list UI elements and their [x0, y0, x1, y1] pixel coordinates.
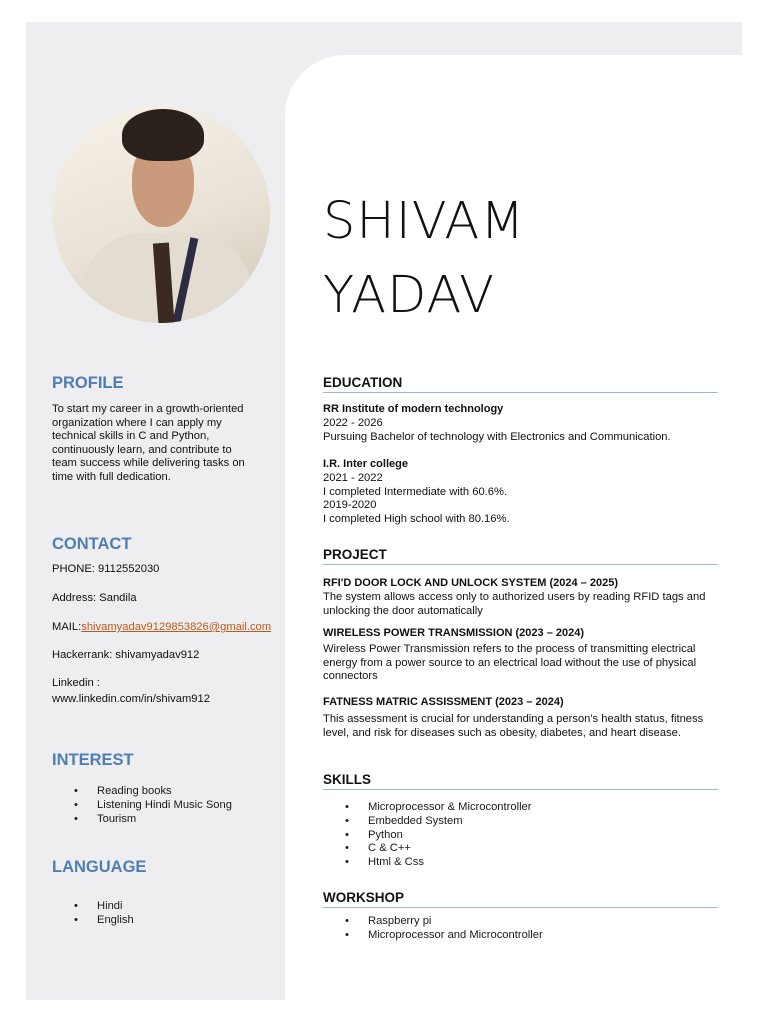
- list-item: • Embedded System: [345, 815, 532, 829]
- contact-phone: PHONE: 9112552030: [52, 563, 160, 575]
- project-desc: Wireless Power Transmission refers to the process of transmitting electrical energy from a power source to an electrical load without the use of physical connectors: [323, 643, 697, 683]
- project-title: RFI'D DOOR LOCK AND UNLOCK SYSTEM (2024 – 2025): [323, 577, 618, 589]
- project-heading: PROJECT: [323, 547, 718, 565]
- list-item: • Raspberry pi: [345, 915, 543, 929]
- mail-label: MAIL:: [52, 621, 82, 633]
- list-item: • English: [74, 914, 134, 928]
- project-desc: The system allows access only to authorized users by reading RFID tags and unlocking the door automatically: [323, 591, 706, 617]
- profile-photo: [52, 105, 270, 323]
- workshop-list: [345, 915, 543, 943]
- project-title: WIRELESS POWER TRANSMISSION (2023 – 2024): [323, 627, 585, 639]
- education-line: I completed High school with 80.16%.: [323, 513, 510, 525]
- contact-linkedin: www.linkedin.com/in/shivam912: [52, 693, 210, 705]
- mail-link[interactable]: shivamyadav9129853826@gmail.com: [81, 621, 272, 633]
- language-list: [74, 900, 134, 928]
- list-item: • Hindi: [74, 900, 134, 914]
- project-desc: This assessment is crucial for understanding a person's health status, fitness level, and risk for diseases such as obesity, diabetes, and heart disease.: [323, 713, 704, 739]
- contact-linkedin-label: Linkedin :: [52, 677, 100, 689]
- photo-hair: [122, 109, 204, 161]
- top-band: [285, 22, 742, 55]
- contact-mail: [52, 621, 271, 635]
- interest-heading: INTEREST: [52, 751, 134, 769]
- list-item: • Reading books: [74, 785, 232, 799]
- contact-hackerrank: Hackerrank: shivamyadav912: [52, 649, 200, 661]
- workshop-heading: WORKSHOP: [323, 890, 718, 908]
- interest-list: [74, 785, 232, 826]
- education-line: Pursuing Bachelor of technology with Electronics and Communication.: [323, 431, 671, 443]
- profile-text: To start my career in a growth-oriented organization where I can apply my technical skills in C and Python, continuously learn, and contribute to team success while delivering tasks on time with full dedication.: [52, 403, 245, 483]
- list-item: • Microprocessor and Microcontroller: [345, 929, 543, 943]
- education-line: 2019-2020: [323, 499, 377, 511]
- contact-heading: CONTACT: [52, 535, 132, 553]
- education-title: I.R. Inter college: [323, 458, 408, 470]
- education-line: 2022 - 2026: [323, 417, 383, 429]
- education-title: RR Institute of modern technology: [323, 403, 504, 415]
- list-item: • Listening Hindi Music Song: [74, 799, 232, 813]
- contact-address: Address: Sandila: [52, 592, 137, 604]
- language-heading: LANGUAGE: [52, 858, 147, 876]
- list-item: • C & C++: [345, 842, 532, 856]
- skills-list: [345, 801, 532, 870]
- profile-heading: PROFILE: [52, 374, 124, 392]
- list-item: • Python: [345, 829, 532, 843]
- list-item: • Microprocessor & Microcontroller: [345, 801, 532, 815]
- skills-heading: SKILLS: [323, 772, 718, 790]
- education-heading: EDUCATION: [323, 375, 718, 393]
- name-last: YADAV: [323, 266, 495, 325]
- list-item: • Tourism: [74, 813, 232, 827]
- education-line: 2021 - 2022: [323, 472, 383, 484]
- project-title: FATNESS MATRIC ASSISSMENT (2023 – 2024): [323, 696, 564, 708]
- name-first: SHIVAM: [323, 192, 526, 251]
- education-line: I completed Intermediate with 60.6%.: [323, 486, 508, 498]
- list-item: • Html & Css: [345, 856, 532, 870]
